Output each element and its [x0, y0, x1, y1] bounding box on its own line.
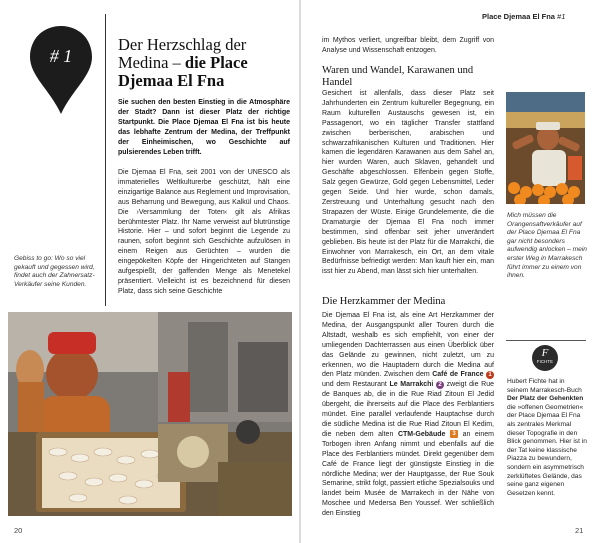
fichte-badge [532, 345, 558, 371]
badge-label: # 1 [49, 46, 73, 66]
photo-caption-left: Gebiss to go: Wo so viel gekauft und gegessen wird, findet auch der Zahnersatz-Verkäufer seine Kunden. [14, 255, 95, 288]
le-marrakchi-name: Le Marrakchi [389, 381, 434, 389]
medina-text-b: und dem Restaurant [322, 381, 390, 389]
running-head-number: #1 [557, 12, 566, 21]
page-title [118, 36, 290, 90]
sidebar-fichte-text [507, 378, 587, 498]
marker-3-icon: 3 [450, 430, 458, 438]
medina-text-c: zweigt die Rue de Banques ab, die in die Rue Riad Zitoun El Jedid übergeht, die ihrerseits auf die Place des Ferblantiers mündet. Eine parallel verlaufende Hauptachse durch die südliche Medina ist die Rue Riad Zitoun El Kedim, die neben dem alten [322, 381, 494, 438]
page-number-right: 21 [575, 526, 584, 535]
sidebar-divider [506, 340, 586, 341]
photo-caption-right: Mich müssen die Orangensaftverkäufer auf der Place Djemaa El Fna gar nicht besonders aufwendig anlocken – mein erster Weg in Marrakesch führt immer zu einem von ihnen. [507, 212, 587, 280]
cafe-de-france-name: Café de France [432, 371, 484, 379]
fichte-letter: F [541, 347, 549, 359]
marker-1-icon: 1 [486, 371, 494, 379]
running-head-title: Place Djemaa El Fna [482, 12, 555, 21]
title-bold: die Place Djemaa El Fna [118, 53, 248, 90]
number-badge [28, 24, 94, 116]
title-plain: Der Herzschlag der Medina – [118, 35, 247, 72]
body-text-medina [322, 311, 494, 519]
body-text-trade: Gesichert ist allenfalls, dass dieser Platz seit Jahrhunderten ein Zentrum kultureller Begegnung, ein Raum kulturellen Austauschs gewesen ist, ein Passagenort, wo ein täglicher Transfer stattfand zwischen berberischen, arabischen und schwarzafrikanischen Kulturen und Traditionen. Hier kamen die legendären Karawanen aus dem Sahel an, hier wurden Waren, auch Sklaven, gehandelt und Geschäfte abgeschlossen. Elfenbein gegen Stoffe, Salz gegen Gewürze, Gold gegen Lebensmittel, Leder gegen Seide. Und hier wurde, schon damals, Zerstreuung und Unterhaltung gesucht nach den Strapazen der Wüste. Einige Grundelemente, die die Dramaturgie der Djemaa El Fna noch immer bestimmen, sind offenbar seit jeher unverändert geblieben. Bis heute ist der Platz für die Marrakchi, die Einwohner von Marrakesch, ein Ort, an dem vitale Bedürfnisse befriedigt werden: Man kauft hier ein, man isst hier zu Abend, man lässt sich hier unterhalten. [322, 90, 494, 276]
page-number-left: 20 [14, 526, 23, 535]
sidebar-text-b: die »offenen Geometrien« der Place Djemaa El Fna als zentrales Merkmal dieser Topografie in den Blick genommen. Hier ist in der Tat keine klassische Piazza zu bewundern, sondern ein asymmetrisch zerklüftetes Gelände, das seine ganz eigenen Gesetzen kennt. [507, 403, 587, 497]
medina-text-a: Die Djemaa El Fna ist, als eine Art Herzkammer der Medina, der Ausgangspunkt aller Touren durch die Altstadt, weshalb es sich empfiehlt, von einer der umliegenden Dachterrassen aus einen Überblick über das Gelände zu gewinnen, nicht zuletzt, um zu erkennen, wo die Hauptadern durch die Medina auf den Platz münden. Zwischen dem [322, 312, 494, 379]
sidebar-text-a: Hubert Fichte hat in seinem Marrakesch-Buch [507, 378, 582, 394]
medina-text-d: an einem Torbogen ihren Anfang nimmt und ebenfalls auf die Place des Ferblantiers mündet. Direkt gegenüber dem Café de France liegt der günstigste Einstieg in die nördliche Medina; wer der Hauptgasse, der Rue Souk Semarine, strikt folgt, passiert etliche Spezialsouks und landet beim Musée de Marrakech in der Nähe von Moschee und Medersa Ben Youssef. Wer schließlich den Einstieg [322, 430, 494, 518]
map-pin-icon [28, 24, 94, 116]
fichte-label: FICHTE [536, 359, 554, 364]
running-head [482, 12, 565, 21]
column-rule [105, 14, 106, 306]
marker-2-icon: 2 [436, 381, 444, 389]
section-heading-trade: Waren und Wandel, Karawanen und Handel [322, 65, 474, 88]
body-text-right-top: im Mythos verliert, ungreifbar bleibt, dem Zugriff von Analyse und Wissenschaft entzogen. [322, 37, 494, 54]
body-text-left: Die Djemaa El Fna, seit 2001 von der UNESCO als immaterielles Weltkulturerbe geschützt, hält eine einzigartige Balance aus Reglement und Improvisation, aus Beharrung und Bewegung, aus Kalkül und Chaos. Die ›Versammlung der Toten‹ gilt als Afrikas berühmtester Platz. Ihr Name verweist auf blutrünstige Historie. Hier – und sofort beginnt die Legende zu raunen, sofort beginnt sich Geschichte aufzulösen in einem Reigen aus Gerüchten – wurden die eingepökelten Köpfe der Hingerichteten auf Stangen aufgespießt, der gaffenden Menge als Menetekel präsentiert. Vielleicht ist es bezeichnend für diesen Platz, dass sich seine Geschichte [118, 169, 290, 295]
ctm-building-name: CTM-Gebäude [397, 430, 446, 438]
sidebar-book-title: Der Platz der Gehenkten [507, 395, 584, 403]
photo-denture-seller [8, 312, 292, 516]
intro-paragraph: Sie suchen den besten Einstieg in die Atmosphäre der Stadt? Dann ist dieser Platz der richtige Startpunkt. Die Place Djemaa El Fna ist bis heute das lebhafte Zentrum der Medina, der Treffpunkt der Einheimischen, wo Geschichte auf pulsierendes Leben trifft. [118, 99, 290, 156]
photo-orange-juice-seller [506, 92, 585, 204]
section-heading-medina: Die Herzkammer der Medina [322, 296, 446, 307]
book-spine [299, 0, 301, 543]
